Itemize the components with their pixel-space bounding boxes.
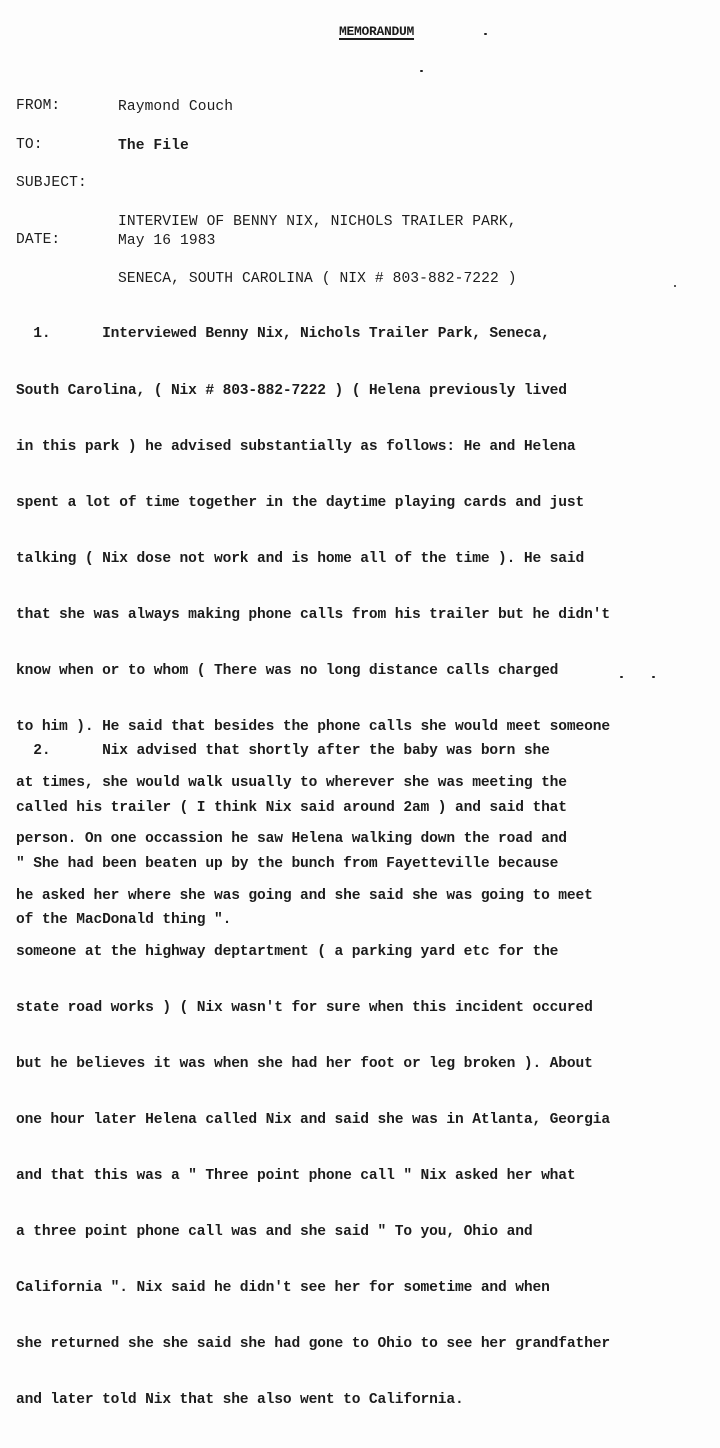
from-row	[16, 98, 233, 117]
ink-speck	[420, 70, 423, 72]
paragraph-line: that she was always making phone calls from his trailer but he didn't	[16, 606, 610, 623]
paragraph-line: state road works ) ( Nix wasn't for sure when this incident occured	[16, 999, 593, 1016]
memo-title: MEMORANDUM	[339, 24, 415, 39]
paragraph-line: in this park ) he advised substantially as follows: He and Helena	[16, 438, 576, 455]
paragraph-2	[16, 705, 716, 967]
date-row	[16, 232, 215, 251]
paragraph-line: California ". Nix said he didn't see her for sometime and when	[16, 1280, 550, 1297]
to-row	[16, 137, 189, 156]
ink-speck	[484, 33, 487, 35]
to-value: The File	[118, 138, 189, 154]
paragraph-line: " She had been beaten up by the bunch from Fayetteville because	[16, 855, 559, 872]
to-label: TO:	[16, 137, 43, 153]
subject-line: SENECA, SOUTH CAROLINA ( NIX # 803-882-7222 )	[118, 271, 517, 287]
subject-label: SUBJECT:	[16, 175, 87, 191]
from-label: FROM:	[16, 98, 61, 114]
paragraph-line: one hour later Helena called Nix and said she was in Atlanta, Georgia	[16, 1111, 610, 1128]
paragraph-line: he asked her where she was going and she said she was going to meet	[16, 887, 593, 904]
subject-line: INTERVIEW OF BENNY NIX, NICHOLS TRAILER PARK,	[118, 214, 517, 230]
date-label: DATE:	[16, 232, 61, 248]
paragraph-line: at times, she would walk usually to wherever she was meeting the	[16, 775, 567, 792]
paragraph-line: and that this was a " Three point phone call " Nix asked her what	[16, 1168, 576, 1185]
ink-speck	[674, 285, 676, 287]
paragraph-line: 1. Interviewed Benny Nix, Nichols Trailer Park, Seneca,	[16, 326, 550, 343]
paragraph-line: of the MacDonald thing ".	[16, 911, 232, 928]
date-value: May 16 1983	[118, 233, 216, 249]
paragraph-line: talking ( Nix dose not work and is home all of the time ). He said	[16, 550, 585, 567]
paragraph-line: but he believes it was when she had her foot or leg broken ). About	[16, 1055, 593, 1072]
paragraph-line: someone at the highway deptartment ( a parking yard etc for the	[16, 943, 559, 960]
paragraph-line: spent a lot of time together in the daytime playing cards and just	[16, 494, 585, 511]
paragraph-line: person. On one occassion he saw Helena walking down the road and	[16, 831, 567, 848]
paragraph-line: to him ). He said that besides the phone calls she would meet someone	[16, 719, 610, 736]
paragraph-line: and later told Nix that she also went to California.	[16, 1392, 464, 1409]
paragraph-line: called his trailer ( I think Nix said around 2am ) and said that	[16, 799, 567, 816]
from-value: Raymond Couch	[118, 99, 234, 115]
paragraph-line: 2. Nix advised that shortly after the baby was born she	[16, 743, 550, 760]
paragraph-line: a three point phone call was and she said " To you, Ohio and	[16, 1224, 533, 1241]
paragraph-line: South Carolina, ( Nix # 803-882-7222 ) ( Helena previously lived	[16, 382, 567, 399]
paragraph-line: know when or to whom ( There was no long distance calls charged	[16, 663, 559, 680]
paragraph-line: she returned she she said she had gone to Ohio to see her grandfather	[16, 1336, 610, 1353]
